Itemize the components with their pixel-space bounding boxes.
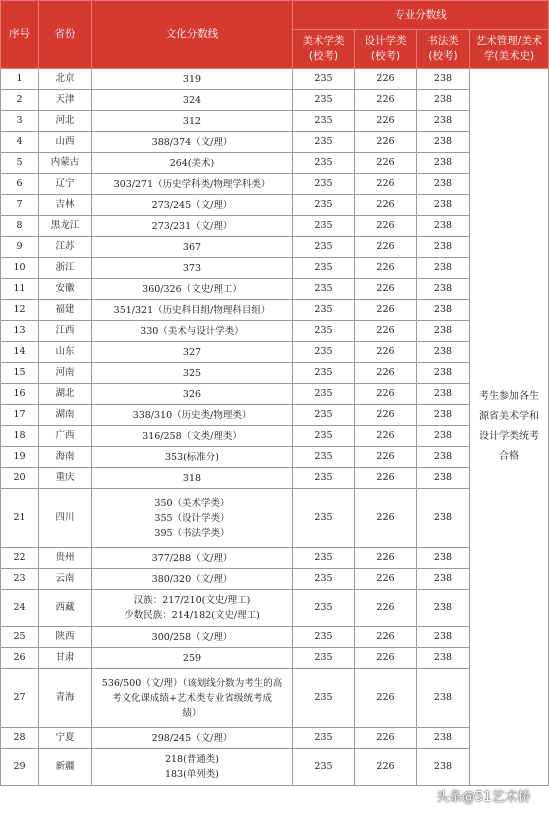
row-number: 4	[1, 132, 39, 153]
culture-score-line: 318	[182, 472, 202, 484]
culture-score-line: 395（书法学类）	[154, 527, 230, 539]
calligraphy-score: 238	[417, 590, 470, 627]
culture-score-line: 316/258（文类/理类）	[142, 430, 242, 442]
province-name: 安徽	[39, 279, 92, 300]
art-score: 235	[293, 258, 355, 279]
design-score: 226	[355, 216, 417, 237]
culture-score-line: 355（设计学类）	[154, 512, 230, 524]
culture-score-line: 380/320（文/理）	[151, 573, 233, 585]
culture-score	[92, 216, 293, 237]
design-score: 226	[355, 590, 417, 627]
culture-score	[92, 363, 293, 384]
management-note-line: 合格	[499, 451, 519, 462]
calligraphy-score: 238	[417, 363, 470, 384]
art-score: 235	[293, 132, 355, 153]
province-name: 云南	[39, 569, 92, 590]
table-row	[1, 569, 549, 590]
culture-score	[92, 111, 293, 132]
design-score: 226	[355, 195, 417, 216]
culture-score-line: 312	[182, 115, 202, 127]
header-art	[293, 30, 355, 69]
art-score: 235	[293, 590, 355, 627]
culture-score-line: 350（美术学类）	[154, 497, 230, 509]
table-row	[1, 363, 549, 384]
province-name: 山东	[39, 342, 92, 363]
province-name: 辽宁	[39, 174, 92, 195]
art-score: 235	[293, 548, 355, 569]
culture-score	[92, 405, 293, 426]
design-score: 226	[355, 363, 417, 384]
design-score: 226	[355, 321, 417, 342]
calligraphy-score: 238	[417, 237, 470, 258]
watermark-prefix: 头条	[436, 790, 463, 805]
row-number: 24	[1, 590, 39, 627]
row-number: 26	[1, 648, 39, 669]
province-name: 湖南	[39, 405, 92, 426]
art-score: 235	[293, 300, 355, 321]
row-number: 22	[1, 548, 39, 569]
design-score: 226	[355, 69, 417, 90]
art-score: 235	[293, 405, 355, 426]
design-score: 226	[355, 669, 417, 728]
table-row	[1, 69, 549, 90]
art-score: 235	[293, 569, 355, 590]
calligraphy-score: 238	[417, 648, 470, 669]
design-score: 226	[355, 627, 417, 648]
row-number: 27	[1, 669, 39, 728]
province-name: 湖北	[39, 384, 92, 405]
watermark-handle: @51艺术桥	[462, 790, 531, 805]
row-number: 6	[1, 174, 39, 195]
art-score: 235	[293, 195, 355, 216]
header-calligraphy	[417, 30, 470, 69]
table-row	[1, 405, 549, 426]
design-score: 226	[355, 237, 417, 258]
province-name: 甘肃	[39, 648, 92, 669]
row-number: 20	[1, 468, 39, 489]
calligraphy-score: 238	[417, 342, 470, 363]
table-body	[1, 69, 549, 786]
culture-score-line: 377/288（文/理）	[151, 552, 233, 564]
row-number: 10	[1, 258, 39, 279]
culture-score-line: 183(单列类)	[164, 769, 220, 780]
culture-score-line: 360/326（文史/理工）	[142, 283, 242, 295]
province-name: 江西	[39, 321, 92, 342]
calligraphy-score: 238	[417, 669, 470, 728]
culture-score	[92, 426, 293, 447]
design-score: 226	[355, 111, 417, 132]
table-row	[1, 90, 549, 111]
culture-score-line: 259	[182, 652, 202, 664]
culture-score-line: 319	[182, 73, 202, 85]
row-number: 9	[1, 237, 39, 258]
calligraphy-score: 238	[417, 489, 470, 548]
culture-score-line: 367	[182, 241, 202, 253]
art-score: 235	[293, 363, 355, 384]
culture-score	[92, 342, 293, 363]
row-number: 19	[1, 447, 39, 468]
culture-score	[92, 590, 293, 627]
calligraphy-score: 238	[417, 90, 470, 111]
table-row	[1, 153, 549, 174]
culture-score-line: 324	[182, 94, 202, 106]
header-management-line: 艺术管理/美术	[475, 35, 543, 47]
art-score: 235	[293, 279, 355, 300]
calligraphy-score: 238	[417, 548, 470, 569]
art-score: 235	[293, 489, 355, 548]
header-professional-score: 专业分数线	[293, 1, 549, 30]
row-number: 23	[1, 569, 39, 590]
culture-score-line: 353(标准分)	[164, 451, 220, 463]
calligraphy-score: 238	[417, 69, 470, 90]
header-calligraphy-line: (校考)	[428, 50, 458, 62]
province-name: 宁夏	[39, 728, 92, 749]
calligraphy-score: 238	[417, 132, 470, 153]
culture-score-line: 考文化课成绩+艺术类专业省级统考成	[112, 692, 272, 704]
table-row	[1, 468, 549, 489]
row-number: 12	[1, 300, 39, 321]
culture-score-line: 273/231（文/理）	[151, 220, 233, 232]
province-name: 河北	[39, 111, 92, 132]
culture-score	[92, 669, 293, 728]
art-score: 235	[293, 216, 355, 237]
calligraphy-score: 238	[417, 749, 470, 786]
row-number: 28	[1, 728, 39, 749]
culture-score-line: 326	[182, 388, 202, 400]
design-score: 226	[355, 132, 417, 153]
art-score: 235	[293, 468, 355, 489]
culture-score-line: 少数民族：214/182(文史/理工)	[124, 610, 260, 621]
table-row	[1, 489, 549, 548]
design-score: 226	[355, 569, 417, 590]
calligraphy-score: 238	[417, 569, 470, 590]
calligraphy-score: 238	[417, 174, 470, 195]
art-score: 235	[293, 749, 355, 786]
management-note-line: 源省美术学和	[479, 411, 539, 422]
province-name: 浙江	[39, 258, 92, 279]
design-score: 226	[355, 174, 417, 195]
header-design-line: 设计学类	[364, 35, 407, 47]
calligraphy-score: 238	[417, 258, 470, 279]
province-name: 陕西	[39, 627, 92, 648]
art-score: 235	[293, 321, 355, 342]
province-name: 天津	[39, 90, 92, 111]
row-number: 1	[1, 69, 39, 90]
province-name: 吉林	[39, 195, 92, 216]
row-number: 17	[1, 405, 39, 426]
culture-score	[92, 258, 293, 279]
calligraphy-score: 238	[417, 321, 470, 342]
culture-score	[92, 648, 293, 669]
design-score: 226	[355, 153, 417, 174]
province-name: 江苏	[39, 237, 92, 258]
row-number: 16	[1, 384, 39, 405]
row-number: 13	[1, 321, 39, 342]
culture-score	[92, 237, 293, 258]
row-number: 21	[1, 489, 39, 548]
table-row	[1, 548, 549, 569]
header-design	[355, 30, 417, 69]
header-management	[470, 30, 549, 69]
row-number: 25	[1, 627, 39, 648]
province-name: 北京	[39, 69, 92, 90]
table-row	[1, 728, 549, 749]
design-score: 226	[355, 489, 417, 548]
art-score: 235	[293, 447, 355, 468]
culture-score	[92, 749, 293, 786]
culture-score	[92, 384, 293, 405]
calligraphy-score: 238	[417, 426, 470, 447]
province-name: 内蒙古	[39, 153, 92, 174]
row-number: 7	[1, 195, 39, 216]
culture-score	[92, 153, 293, 174]
table-row	[1, 447, 549, 468]
art-score: 235	[293, 648, 355, 669]
calligraphy-score: 238	[417, 300, 470, 321]
art-score: 235	[293, 90, 355, 111]
header-seq: 序号	[1, 1, 39, 69]
province-name: 黑龙江	[39, 216, 92, 237]
header-management-line: 学(美术史)	[483, 50, 535, 62]
culture-score-line: 300/258（文/理）	[151, 631, 233, 643]
row-number: 18	[1, 426, 39, 447]
table-row	[1, 237, 549, 258]
table-row	[1, 590, 549, 627]
culture-score-line: 373	[182, 262, 202, 274]
calligraphy-score: 238	[417, 111, 470, 132]
art-score: 235	[293, 627, 355, 648]
header-province: 省份	[39, 1, 92, 69]
calligraphy-score: 238	[417, 384, 470, 405]
art-score: 235	[293, 237, 355, 258]
culture-score-line: 264(美术)	[169, 157, 215, 169]
culture-score	[92, 468, 293, 489]
culture-score-line: 325	[182, 367, 202, 379]
culture-score	[92, 447, 293, 468]
culture-score	[92, 279, 293, 300]
culture-score	[92, 174, 293, 195]
table-row	[1, 132, 549, 153]
row-number: 14	[1, 342, 39, 363]
design-score: 226	[355, 548, 417, 569]
culture-score	[92, 69, 293, 90]
culture-score	[92, 627, 293, 648]
art-score: 235	[293, 384, 355, 405]
row-number: 3	[1, 111, 39, 132]
table-row	[1, 321, 549, 342]
table-row	[1, 384, 549, 405]
culture-score-line: 298/245（文/理）	[151, 732, 233, 744]
table-row	[1, 627, 549, 648]
culture-score-line: 338/310（历史类/物理类）	[132, 409, 252, 421]
culture-score	[92, 728, 293, 749]
culture-score-line: 330（美术与设计学类）	[140, 325, 244, 337]
calligraphy-score: 238	[417, 405, 470, 426]
header-art-line: (校考)	[308, 50, 339, 62]
calligraphy-score: 238	[417, 153, 470, 174]
culture-score-line: 388/374（文/理）	[151, 136, 233, 148]
province-name: 贵州	[39, 548, 92, 569]
culture-score-line: 273/245（文/理）	[151, 199, 233, 211]
calligraphy-score: 238	[417, 447, 470, 468]
culture-score	[92, 300, 293, 321]
table-row	[1, 174, 549, 195]
table-row	[1, 669, 549, 728]
header-design-line: (校考)	[370, 50, 401, 62]
art-score: 235	[293, 69, 355, 90]
table-row	[1, 300, 549, 321]
management-note-line: 考生参加各生	[479, 391, 539, 402]
table-row	[1, 195, 549, 216]
design-score: 226	[355, 384, 417, 405]
table-row	[1, 279, 549, 300]
management-note-line: 设计学类统考	[479, 431, 539, 442]
culture-score	[92, 569, 293, 590]
design-score: 226	[355, 749, 417, 786]
province-name: 河南	[39, 363, 92, 384]
header-art-line: 美术学类	[302, 35, 345, 47]
culture-score-line: 351/321（历史科目组/物理科目组）	[113, 304, 271, 316]
culture-score-line: 汉族：217/210(文史/理工)	[133, 595, 251, 606]
art-score: 235	[293, 426, 355, 447]
header-calligraphy-line: 书法类	[427, 35, 459, 47]
calligraphy-score: 238	[417, 468, 470, 489]
art-score: 235	[293, 728, 355, 749]
row-number: 5	[1, 153, 39, 174]
culture-score-line: 303/271（历史学科类/物理学科类）	[113, 178, 271, 190]
province-name: 福建	[39, 300, 92, 321]
culture-score	[92, 195, 293, 216]
culture-score	[92, 548, 293, 569]
table-row	[1, 216, 549, 237]
art-score: 235	[293, 669, 355, 728]
province-name: 广西	[39, 426, 92, 447]
design-score: 226	[355, 300, 417, 321]
table-row	[1, 111, 549, 132]
province-name: 海南	[39, 447, 92, 468]
design-score: 226	[355, 90, 417, 111]
province-name: 四川	[39, 489, 92, 548]
row-number: 29	[1, 749, 39, 786]
design-score: 226	[355, 426, 417, 447]
art-score: 235	[293, 111, 355, 132]
table-row	[1, 749, 549, 786]
row-number: 11	[1, 279, 39, 300]
design-score: 226	[355, 447, 417, 468]
design-score: 226	[355, 405, 417, 426]
culture-score	[92, 321, 293, 342]
calligraphy-score: 238	[417, 195, 470, 216]
design-score: 226	[355, 728, 417, 749]
province-name: 山西	[39, 132, 92, 153]
design-score: 226	[355, 648, 417, 669]
art-score: 235	[293, 153, 355, 174]
design-score: 226	[355, 258, 417, 279]
table-row	[1, 426, 549, 447]
province-name: 西藏	[39, 590, 92, 627]
culture-score-line: 绩）	[182, 707, 202, 719]
province-name: 青海	[39, 669, 92, 728]
design-score: 226	[355, 279, 417, 300]
culture-score-line: 218(普通类)	[164, 754, 220, 765]
culture-score	[92, 489, 293, 548]
table-row	[1, 342, 549, 363]
art-score: 235	[293, 174, 355, 195]
culture-score	[92, 132, 293, 153]
design-score: 226	[355, 468, 417, 489]
culture-score-line: 327	[182, 346, 202, 358]
row-number: 2	[1, 90, 39, 111]
culture-score	[92, 90, 293, 111]
art-score: 235	[293, 342, 355, 363]
management-note	[470, 69, 549, 786]
calligraphy-score: 238	[417, 627, 470, 648]
table-row	[1, 648, 549, 669]
calligraphy-score: 238	[417, 216, 470, 237]
province-name: 重庆	[39, 468, 92, 489]
culture-score-line: 536/500（文/理）（该划线分数为考生的高	[101, 677, 283, 689]
row-number: 15	[1, 363, 39, 384]
calligraphy-score: 238	[417, 728, 470, 749]
calligraphy-score: 238	[417, 279, 470, 300]
table-row	[1, 258, 549, 279]
design-score: 226	[355, 342, 417, 363]
header-culture-score: 文化分数线	[92, 1, 293, 69]
province-name: 新疆	[39, 749, 92, 786]
row-number: 8	[1, 216, 39, 237]
watermark	[436, 786, 531, 805]
